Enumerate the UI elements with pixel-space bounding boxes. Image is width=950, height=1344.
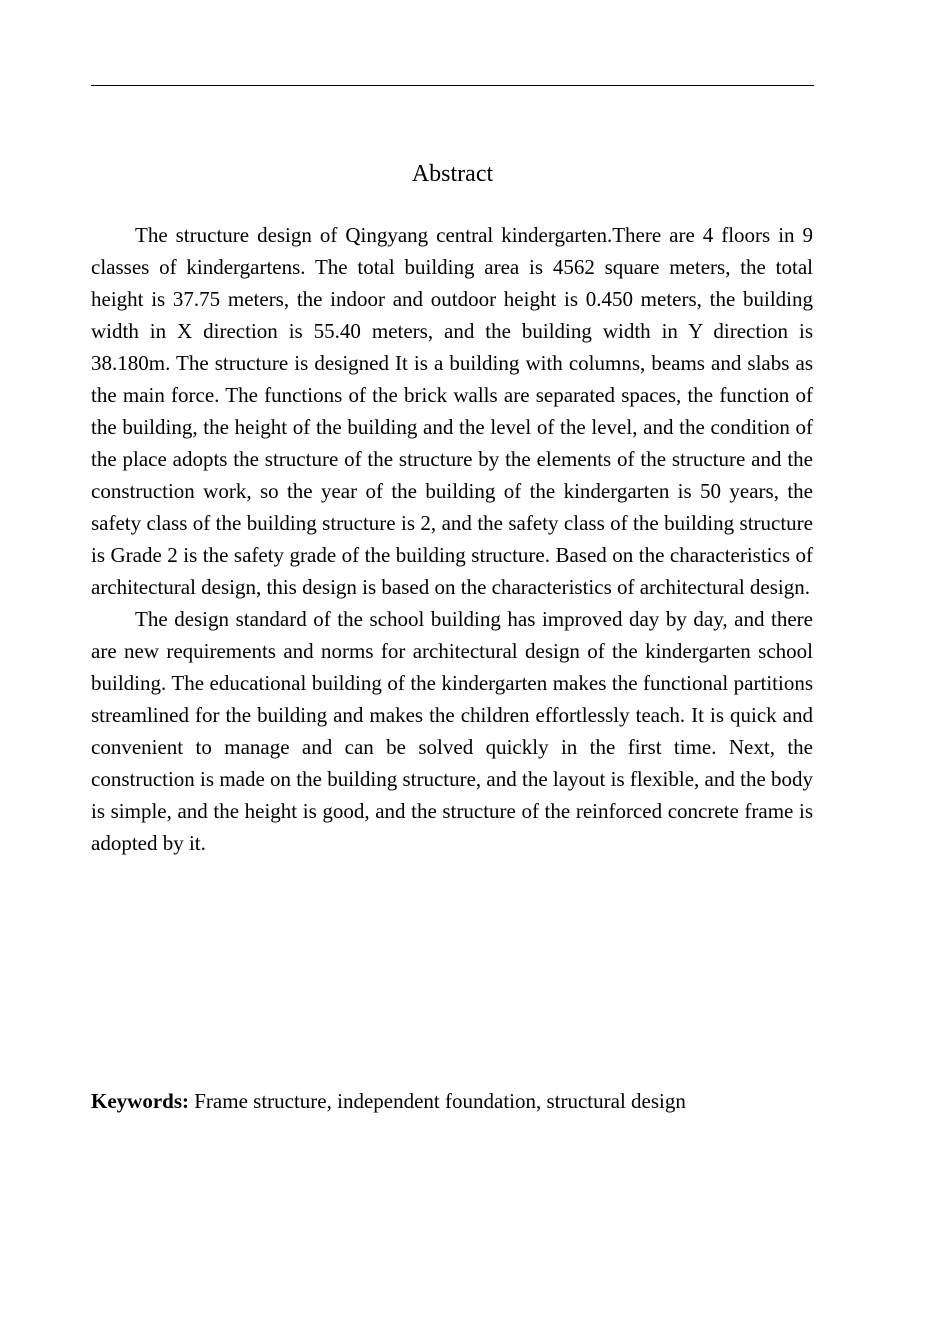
- abstract-paragraph: The design standard of the school building has improved day by day, and there are new requirements and norms for architectural design of the kindergarten school building. The educational building of the kindergarten makes the functional partitions streamlined for the building and makes the children effortlessly teach. It is quick and convenient to manage and can be solved quickly in the first time. Next, the construction is made on the building structure, and the layout is flexible, and the body is simple, and the height is good, and the structure of the reinforced concrete frame is adopted by it.: [91, 607, 814, 855]
- header-rule: [91, 85, 814, 86]
- keywords-text: Frame structure, independent foundation, structural design: [194, 1089, 686, 1113]
- page-title: Abstract: [411, 161, 494, 187]
- abstract-paragraph: The structure design of Qingyang central kindergarten.There are 4 floors in 9 classes of kindergartens. The total building area is 4562 square meters, the total height is 37.75 meters, the indoor and outdoor height is 0.450 meters, the building width in X direction is 55.40 meters, and the building width in Y direction is 38.180m. The structure is designed It is a building with columns, beams and slabs as the main force. The functions of the brick walls are separated spaces, the function of the building, the height of the building and the level of the level, and the condition of the place adopts the structure of the structure by the elements of the structure and the construction work, so the year of the building of the kindergarten is 50 years, the safety class of the building structure is 2, and the safety class of the building structure is Grade 2 is the safety grade of the building structure. Based on the characteristics of architectural design, this design is based on the characteristics of architectural design.: [91, 223, 813, 599]
- abstract-body: [91, 219, 813, 859]
- keywords: [91, 1085, 686, 1117]
- keywords-label: Keywords:: [91, 1089, 189, 1113]
